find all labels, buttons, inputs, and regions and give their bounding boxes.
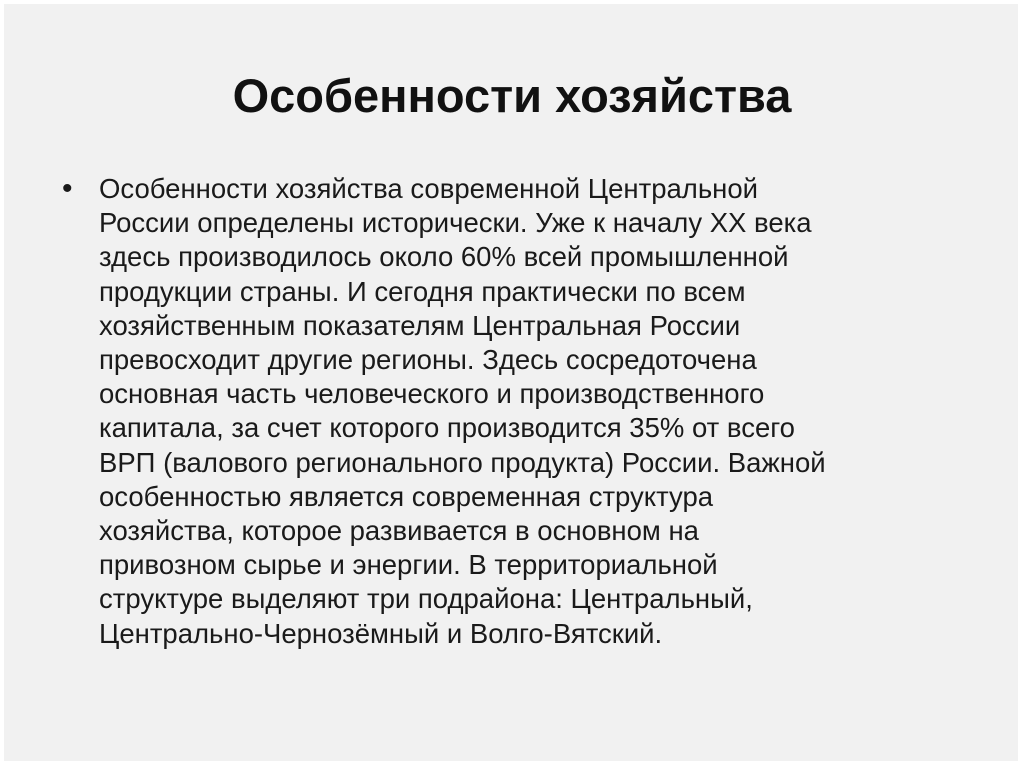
paragraph-line: основная часть человеческого и производственного [99, 378, 765, 410]
paragraph-line: продукции страны. И сегодня практически по всем [99, 275, 746, 307]
paragraph-line: Центрально-Чернозёмный и Волго-Вятский. [99, 617, 663, 649]
paragraph-line: ВРП (валового регионального продукта) России. Важной [99, 446, 826, 478]
bullet-paragraph [99, 172, 979, 651]
paragraph-line: привозном сырье и энергии. В территориальной [99, 549, 718, 581]
paragraph-line: капитала, за счет которого производится 35% от всего [99, 412, 795, 444]
paragraph-line: превосходит другие регионы. Здесь сосредоточена [99, 344, 757, 376]
paragraph-line: России определены исторически. Уже к началу XX века [99, 207, 812, 239]
bullet-icon: • [62, 172, 73, 205]
paragraph-line: здесь производилось около 60% всей промышленной [99, 241, 789, 273]
paragraph-line: особенностью является современная структура [99, 480, 714, 512]
slide-title: Особенности хозяйства [232, 69, 792, 122]
paragraph-line: хозяйственным показателям Центральная России [99, 309, 741, 341]
paragraph-line: Особенности хозяйства современной Центральной [99, 173, 759, 204]
paragraph-line: хозяйства, которое развивается в основном на [99, 515, 699, 547]
paragraph-line: структуре выделяют три подрайона: Центральный, [99, 583, 753, 615]
